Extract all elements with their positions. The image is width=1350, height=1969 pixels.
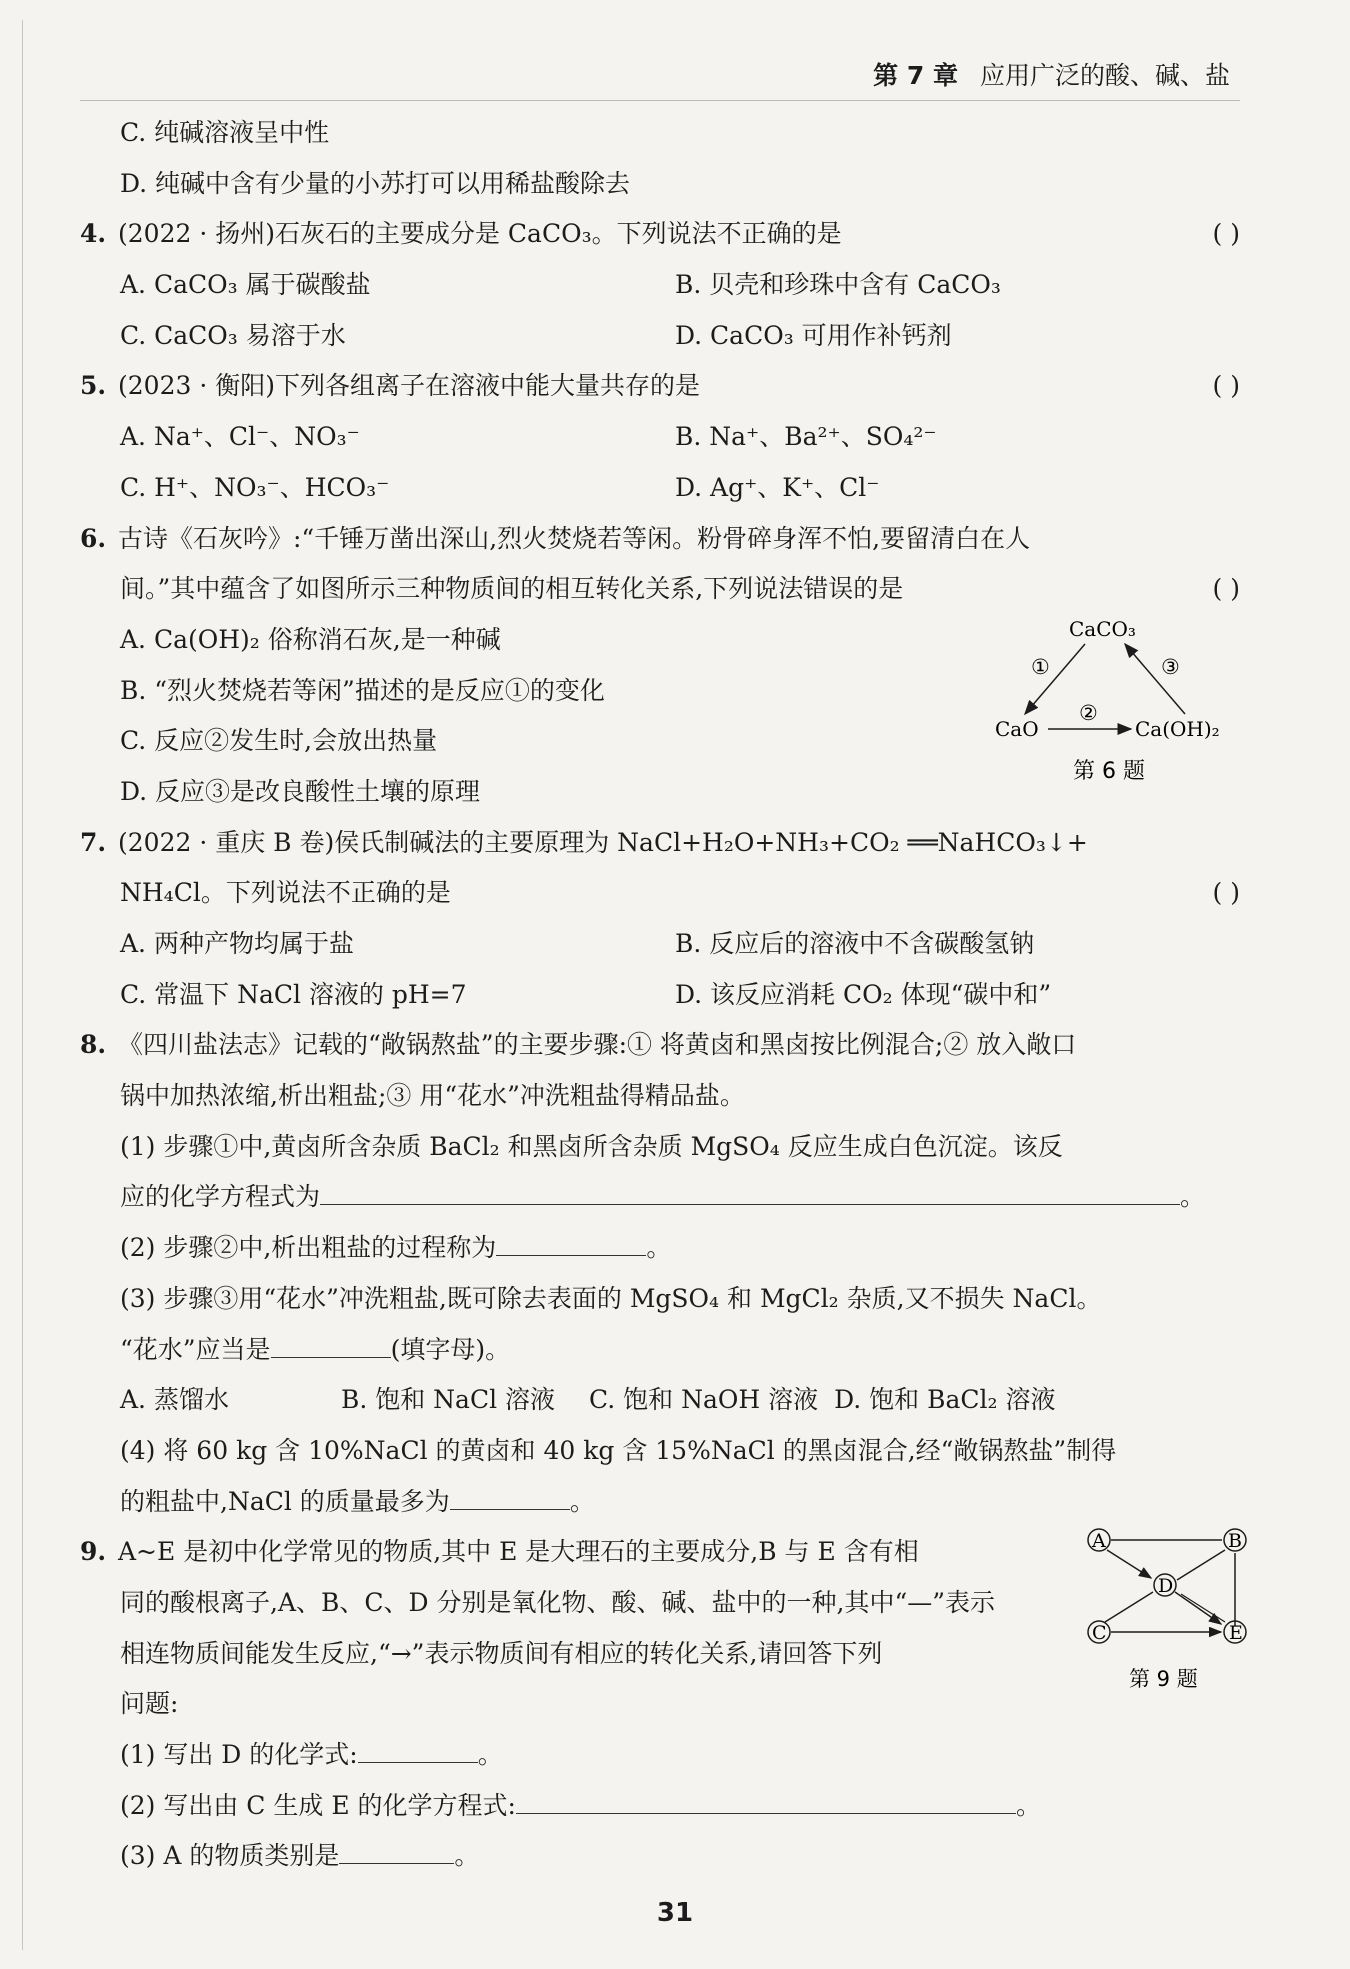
q6-option-d: D. 反应③是改良酸性土壤的原理 — [120, 776, 481, 806]
q6-stem-line2: 间。”其中蕴含了如图所示三种物质间的相互转化关系,下列说法错误的是 ( ) — [80, 564, 1240, 615]
q4-option-d: D. CaCO₃ 可用作补钙剂 — [675, 320, 952, 350]
q5-option-a: A. Na⁺、Cl⁻、NO₃⁻ — [120, 422, 360, 452]
q6-node-caco3: CaCO₃ — [1069, 618, 1136, 641]
q6-option-c: C. 反应②发生时,会放出热量 — [120, 726, 438, 756]
q3-option-c: C. 纯碱溶液呈中性 — [120, 118, 330, 147]
q6-node-caoh2: Ca(OH)₂ — [1135, 717, 1220, 741]
q8-part3-line2: “花水”应当是 (填字母)。 — [80, 1325, 1240, 1376]
q8-part1-answer-blank[interactable] — [320, 1178, 1180, 1205]
q4-stem: 4. (2022 · 扬州)石灰石的主要成分是 CaCO₃。下列说法不正确的是 ( ) — [80, 209, 1240, 260]
q8-option-a: A. 蒸馏水 — [120, 1385, 229, 1415]
q7-stem-line1: 7. (2022 · 重庆 B 卷)侯氏制碱法的主要原理为 NaCl+H₂O+NH₃+CO₂ ══NaHCO₃↓+ — [80, 818, 1240, 869]
q9-stem-line1: 9. A~E 是初中化学常见的物质,其中 E 是大理石的主要成分,B 与 E 含有相 — [80, 1527, 1240, 1578]
q7-answer-paren: ( ) — [1212, 878, 1240, 908]
q7-number: 7. — [80, 827, 107, 857]
q9-node-d: D — [1158, 1575, 1174, 1597]
q8-number: 8. — [80, 1030, 107, 1060]
q9-part3-answer-blank[interactable] — [339, 1837, 454, 1864]
q8-part3-line1: (3) 步骤③用“花水”冲洗粗盐,既可除去表面的 MgSO₄ 和 MgCl₂ 杂质,又不损失 NaCl。 — [120, 1283, 1102, 1313]
q4-option-b: B. 贝壳和珍珠中含有 CaCO₃ — [675, 270, 1001, 300]
q8-part1-line2: 应的化学方程式为 。 — [80, 1172, 1240, 1223]
q6-option-b: B. “烈火焚烧若等闲”描述的是反应①的变化 — [120, 675, 605, 705]
q6-stem-line1: 6. 古诗《石灰吟》:“千锤万凿出深山,烈火焚烧若等闲。粉骨碎身浑不怕,要留清白在人 — [80, 514, 1240, 565]
q9-arrow-b-e — [1181, 1594, 1225, 1622]
q6-label-reaction-2: ② — [1079, 701, 1098, 725]
q6-label-reaction-3: ③ — [1161, 655, 1180, 679]
q9-part3: (3) A 的物质类别是 。 — [80, 1831, 1240, 1882]
q8-part3-answer-blank[interactable] — [271, 1331, 391, 1358]
q4-number: 4. — [80, 219, 107, 249]
q9-arrow-a-d — [1107, 1550, 1151, 1578]
q9-figure-caption: 第 9 题 — [1129, 1667, 1198, 1691]
q6-figure-caption: 第 6 题 — [1073, 759, 1145, 784]
q7-options-ab — [80, 919, 1240, 970]
q7-options-cd — [80, 970, 1240, 1021]
q9-node-b: B — [1228, 1530, 1242, 1552]
q6-number: 6. — [80, 523, 107, 553]
questions — [80, 108, 1240, 1882]
q8-part3-options — [80, 1375, 1240, 1426]
q9-node-a: A — [1092, 1530, 1106, 1552]
page-header — [873, 56, 1230, 92]
q6-conversion-diagram — [985, 618, 1245, 788]
q7-option-c: C. 常温下 NaCl 溶液的 pH=7 — [120, 979, 467, 1009]
chapter-number: 第 7 章 — [873, 61, 958, 90]
q4-options-cd — [80, 311, 1240, 362]
q4-option-a: A. CaCO₃ 属于碳酸盐 — [120, 270, 371, 300]
q5-option-c: C. H⁺、NO₃⁻、HCO₃⁻ — [120, 472, 390, 502]
q7-option-d: D. 该反应消耗 CO₂ 体现“碳中和” — [675, 979, 1052, 1009]
q9-part1-answer-blank[interactable] — [358, 1736, 478, 1763]
q7-option-a: A. 两种产物均属于盐 — [120, 929, 354, 958]
q6-answer-paren: ( ) — [1212, 574, 1240, 604]
page-edge — [22, 20, 23, 1950]
q8-part4-answer-blank[interactable] — [450, 1483, 570, 1510]
chapter-title: 应用广泛的酸、碱、盐 — [979, 61, 1230, 90]
q9-relation-diagram — [1085, 1528, 1250, 1718]
q5-option-d: D. Ag⁺、K⁺、Cl⁻ — [675, 472, 880, 502]
q7-stem-line2: NH₄Cl。下列说法不正确的是 ( ) — [80, 868, 1240, 919]
q5-options-cd — [80, 463, 1240, 514]
q6-option-a: A. Ca(OH)₂ 俗称消石灰,是一种碱 — [120, 624, 501, 654]
q9-part2: (2) 写出由 C 生成 E 的化学方程式: 。 — [80, 1781, 1240, 1832]
q9-stem-line4: 问题: — [120, 1689, 179, 1719]
q8-stem-line2: 锅中加热浓缩,析出粗盐;③ 用“花水”冲洗粗盐得精品盐。 — [120, 1081, 745, 1111]
q8-option-c: C. 饱和 NaOH 溶液 — [589, 1385, 819, 1415]
q8-part2-answer-blank[interactable] — [496, 1229, 646, 1256]
q5-answer-paren: ( ) — [1212, 371, 1240, 401]
q9-part1: (1) 写出 D 的化学式: 。 — [80, 1730, 1240, 1781]
q9-node-c: C — [1092, 1622, 1107, 1644]
q8-stem-line1: 8. 《四川盐法志》记载的“敞锅熬盐”的主要步骤:① 将黄卤和黑卤按比例混合;② 放入敞口 — [80, 1020, 1240, 1071]
q5-option-b: B. Na⁺、Ba²⁺、SO₄²⁻ — [675, 422, 937, 452]
q4-options-ab — [80, 260, 1240, 311]
q9-arrow-d-e — [1175, 1592, 1221, 1624]
q3-option-d: D. 纯碱中含有少量的小苏打可以用稀盐酸除去 — [120, 168, 631, 198]
q8-option-b: B. 饱和 NaCl 溶液 — [340, 1385, 556, 1415]
q9-stem-line3: 相连物质间能发生反应,“→”表示物质间有相应的转化关系,请回答下列 — [120, 1638, 883, 1668]
q4-option-c: C. CaCO₃ 易溶于水 — [120, 320, 346, 350]
q8-part1-line1: (1) 步骤①中,黄卤所含杂质 BaCl₂ 和黑卤所含杂质 MgSO₄ 反应生成白色沉淀。该反 — [120, 1131, 1063, 1161]
q5-stem: 5. (2023 · 衡阳)下列各组离子在溶液中能大量共存的是 ( ) — [80, 361, 1240, 412]
q5-options-ab — [80, 412, 1240, 463]
q7-option-b: B. 反应后的溶液中不含碳酸氢钠 — [675, 929, 1035, 958]
q8-part4-line1: (4) 将 60 kg 含 10%NaCl 的黄卤和 40 kg 含 15%NaCl 的黑卤混合,经“敞锅熬盐”制得 — [120, 1435, 1117, 1465]
q5-number: 5. — [80, 371, 107, 401]
q9-part2-answer-blank[interactable] — [516, 1787, 1016, 1814]
page-number: 31 — [656, 1898, 694, 1928]
q9-stem-line2: 同的酸根离子,A、B、C、D 分别是氧化物、酸、碱、盐中的一种,其中“—”表示 — [120, 1587, 996, 1617]
q9-number: 9. — [80, 1537, 107, 1567]
q8-part4-line2: 的粗盐中,NaCl 的质量最多为 。 — [80, 1477, 1240, 1528]
q9-node-e: E — [1229, 1622, 1243, 1644]
q8-option-d: D. 饱和 BaCl₂ 溶液 — [834, 1385, 1056, 1415]
q4-answer-paren: ( ) — [1212, 219, 1240, 249]
q9-link-b-d — [1177, 1550, 1225, 1580]
q9-link-c-d — [1105, 1592, 1153, 1622]
q6-label-reaction-1: ① — [1031, 655, 1050, 679]
q8-part2: (2) 步骤②中,析出粗盐的过程称为 。 — [80, 1223, 1240, 1274]
q6-node-cao: CaO — [995, 717, 1039, 741]
header-divider — [80, 100, 1240, 101]
